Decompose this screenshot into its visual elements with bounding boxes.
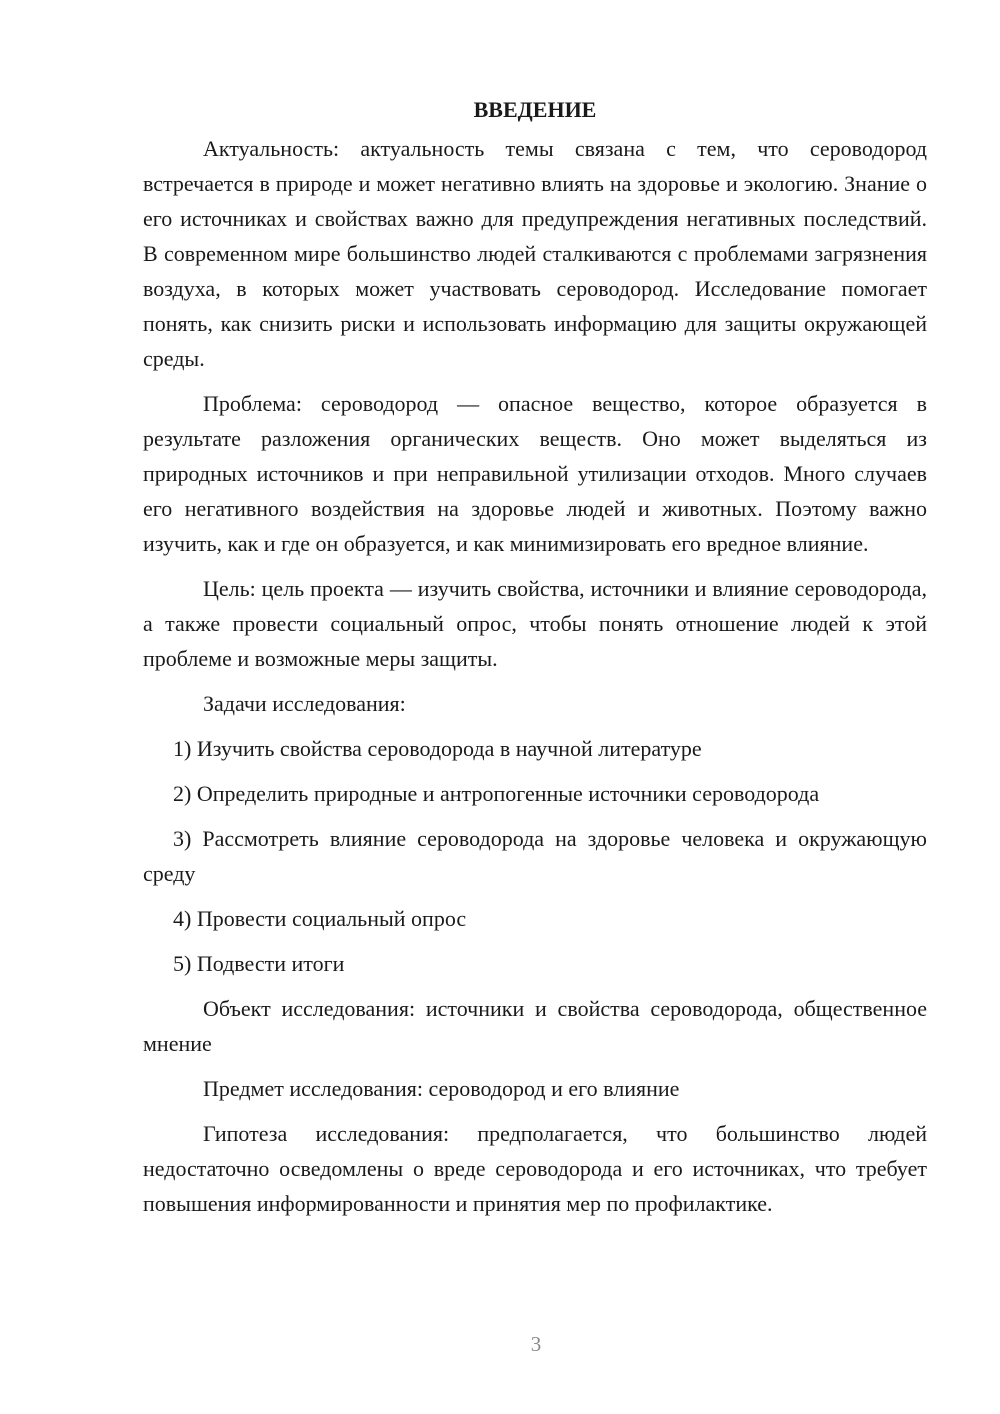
subject-paragraph: Предмет исследования: сероводород и его влияние: [203, 1076, 680, 1101]
tasks-heading: Задачи исследования:: [203, 691, 406, 716]
section-title: ВВЕДЕНИЕ: [473, 97, 597, 122]
task-item-4: 4) Провести социальный опрос: [173, 906, 467, 931]
object-paragraph: Объект исследования: источники и свойства сероводорода, общественное мнение: [143, 996, 927, 1056]
tasks-list: [143, 731, 927, 981]
page-number: 3: [530, 1332, 542, 1356]
problem-paragraph: Проблема: сероводород — опасное вещество, которое образуется в результате разложения органических веществ. Оно может выделяться из природных источников и при неправильной утилизации отходов. Много случаев его негативного воздействия на здоровье людей и животных. Поэтому важно изучить, как и где он образуется, и как минимизировать его вредное влияние.: [143, 391, 927, 556]
task-item-1: 1) Изучить свойства сероводорода в научной литературе: [173, 736, 702, 761]
relevance-paragraph: Актуальность: актуальность темы связана с тем, что сероводород встречается в природе и может негативно влиять на здоровье и экологию. Знание о его источниках и свойствах важно для предупреждения негативных последствий. В современном мире большинство людей сталкиваются с проблемами загрязнения воздуха, в которых может участвовать сероводород. Исследование помогает понять, как снизить риски и использовать информацию для защиты окружающей среды.: [143, 136, 927, 371]
task-item-5: 5) Подвести итоги: [173, 951, 345, 976]
task-item-3: 3) Рассмотреть влияние сероводорода на здоровье человека и окружающую среду: [143, 826, 927, 886]
goal-paragraph: Цель: цель проекта — изучить свойства, источники и влияние сероводорода, а также провести социальный опрос, чтобы понять отношение людей к этой проблеме и возможные меры защиты.: [143, 576, 927, 671]
hypothesis-paragraph: Гипотеза исследования: предполагается, что большинство людей недостаточно осведомлены о вреде сероводорода и его источниках, что требует повышения информированности и принятия мер по профилактике.: [143, 1121, 927, 1216]
task-item-2: 2) Определить природные и антропогенные источники сероводорода: [173, 781, 820, 806]
document-page: [143, 92, 927, 1231]
